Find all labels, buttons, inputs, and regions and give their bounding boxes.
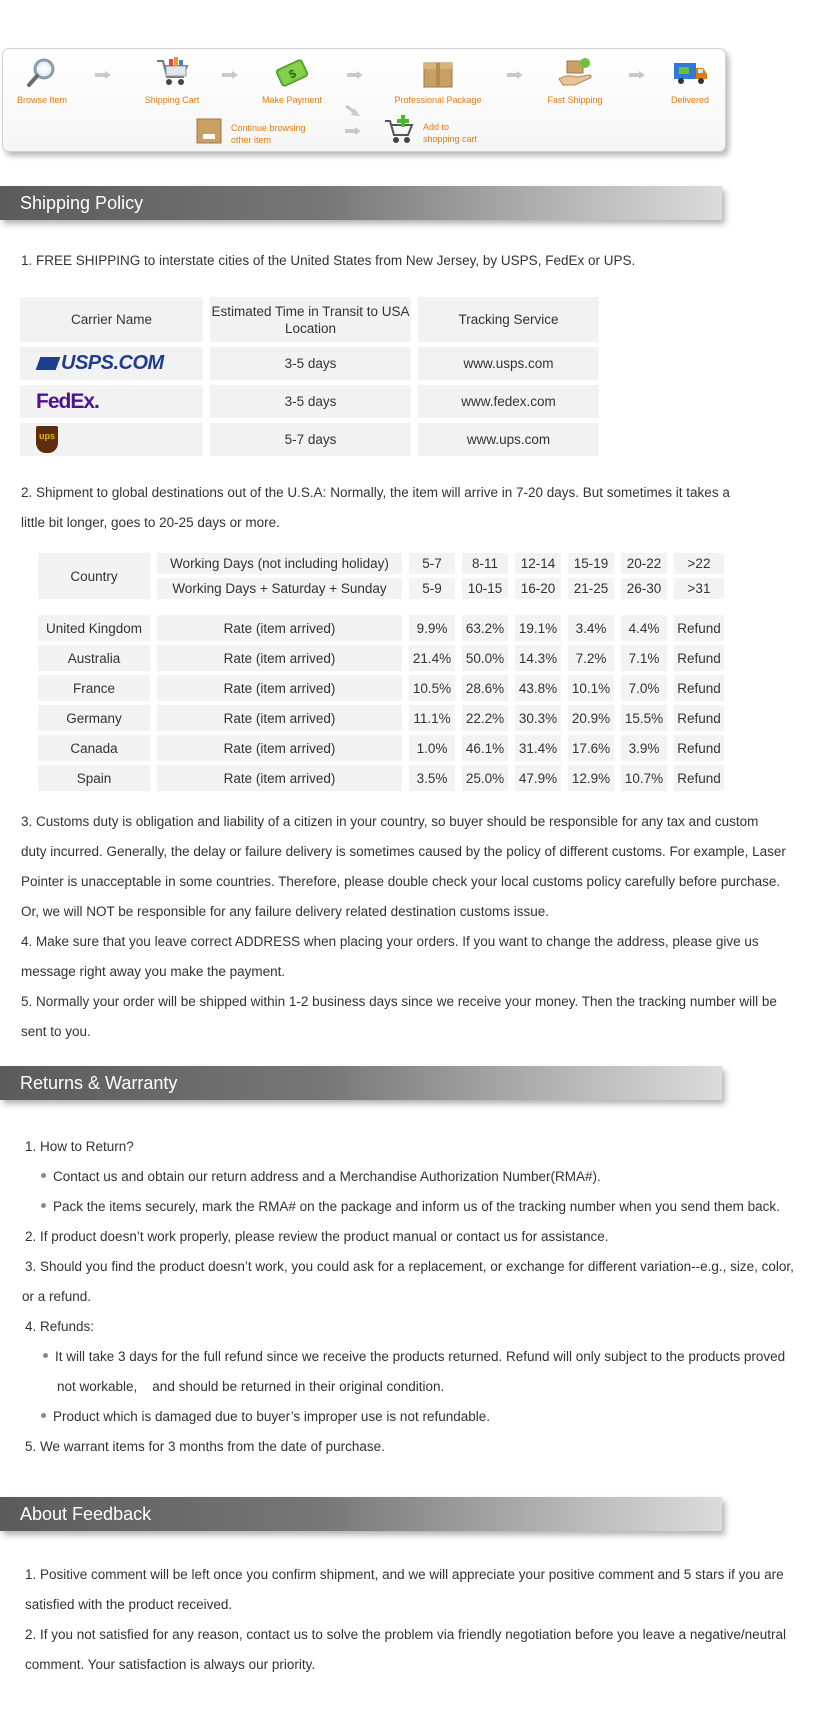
rate-cell: 25.0% [462,765,508,791]
table-row [38,705,724,731]
rate-cell: 3.5% [409,765,455,791]
rate-cell: 46.1% [462,735,508,761]
day-range: 10-15 [462,578,508,599]
list-item: 1. How to Return? [25,1139,134,1154]
rate-label-cell: Rate (item arrived) [157,645,402,671]
table-row [20,423,599,456]
rate-cell: 4.4% [621,615,667,641]
rate-label-cell: Rate (item arrived) [157,675,402,701]
step-professional-package [383,57,493,105]
list-bullet [25,1192,815,1222]
svg-text:$: $ [286,66,299,82]
about-feedback-header [0,1497,722,1531]
rate-label-cell: Rate (item arrived) [157,615,402,641]
bullet-text: It will take 3 days for the full refund since we receive the products returned. Refund will only subject to the products proved [55,1349,786,1364]
country-cell: France [38,675,150,701]
step-make-payment [237,57,347,105]
rate-cell: Refund [674,615,724,641]
country-cell: Australia [38,645,150,671]
step-label: Browse Item [16,95,67,105]
list-bullet [25,1162,815,1192]
rate-cell: 9.9% [409,615,455,641]
ups-logo [20,423,203,456]
day-range: 26-30 [621,578,667,599]
add-line-2: shopping cart [423,133,478,144]
tracking-url: www.fedex.com [418,385,599,418]
day-range: 12-14 [515,553,561,574]
step-label: Fast Shipping [547,95,603,105]
shipping-point-2 [21,478,730,538]
rate-cell: 7.1% [621,645,667,671]
feedback-text [25,1560,815,1680]
rate-cell: 20.9% [568,705,614,731]
usps-logo [20,347,203,380]
day-range: 5-9 [409,578,455,599]
rate-cell: Refund [674,735,724,761]
paragraph-line: satisfied with the product received. [25,1597,233,1612]
day-range: 20-22 [621,553,667,574]
rate-label-cell: Rate (item arrived) [157,735,402,761]
list-item: 3. Should you find the product doesn’t work, you could ask for a replacement, or exchange for different variation--e.g., size, color, [25,1259,794,1274]
arrow-right-icon [222,71,238,79]
carrier-header: Carrier Name [20,297,203,342]
rate-cell: 31.4% [515,735,561,761]
carrier-table [13,292,606,461]
step-label: Delivered [670,95,710,105]
paragraph-line: 2. If you not satisfied for any reason, contact us to solve the problem via friendly negotiation before you leave a negative/neutral [25,1627,786,1642]
bullet-icon [43,1353,48,1358]
rate-cell: 11.1% [409,705,455,731]
add-line-1: Add to [423,121,450,132]
rate-cell: Refund [674,645,724,671]
dollar-card-icon [274,57,310,89]
list-item: 4. Refunds: [25,1319,95,1334]
rate-cell: 15.5% [621,705,667,731]
step-label: Professional Package [394,95,482,105]
paragraph-line: Or, we will NOT be responsible for any failure delivery related destination customs issue. [21,904,549,919]
delivery-rate-table [31,549,731,795]
usps-logo-text: USPS.COM [61,352,164,374]
fedex-logo-text: FedEx. [36,389,99,413]
transit-header: Estimated Time in Transit to USA Location [210,297,411,342]
add-cart-icon [383,115,415,150]
shipping-policy-header [0,186,722,220]
table-row [20,347,599,380]
step-shipping-cart [117,57,227,105]
section-title: Returns & Warranty [20,1073,178,1093]
rate-cell: 7.0% [621,675,667,701]
table-row [38,735,724,761]
hand-package-icon [557,57,593,89]
step-label: Shipping Cart [144,95,200,105]
bullet-text-continued: not workable, and should be returned in their original condition. [57,1379,445,1394]
paragraph-line: 2. Shipment to global destinations out of the U.S.A: Normally, the item will arrive in 7-20 days. But sometimes it takes a [21,485,730,500]
shopping-cart-icon [154,57,190,89]
returns-list [22,1132,815,1462]
box-icon [195,117,223,150]
tracking-header: Tracking Service [418,297,599,342]
country-cell: Canada [38,735,150,761]
delivery-truck-icon [672,57,708,89]
country-cell: United Kingdom [38,615,150,641]
paragraph-line: duty incurred. Generally, the delay or failure delivery is sometimes caused by the policy of different customs. For example, Laser [21,844,786,859]
continue-line-1: Continue browsing [231,122,306,133]
working-days-weekend-header: Working Days + Saturday + Sunday [157,578,402,599]
country-header: Country [38,553,150,599]
rate-cell: 21.4% [409,645,455,671]
list-bullet [25,1402,815,1432]
arrow-diagonal-icon [345,104,361,122]
country-cell: Germany [38,705,150,731]
rate-cell: 10.5% [409,675,455,701]
list-item-continued: or a refund. [22,1289,92,1304]
rate-cell: 47.9% [515,765,561,791]
rate-cell: Refund [674,675,724,701]
rate-cell: 28.6% [462,675,508,701]
rate-cell: Refund [674,765,724,791]
step-fast-shipping [520,57,630,105]
bullet-text: Product which is damaged due to buyer’s improper use is not refundable. [53,1409,491,1424]
arrow-right-icon [345,127,361,135]
continue-line-2: other item [231,134,272,145]
rate-cell: 3.4% [568,615,614,641]
magnifier-icon [24,57,60,89]
table-row [38,765,724,791]
country-cell: Spain [38,765,150,791]
paragraph-line: comment. Your satisfaction is always our priority. [25,1657,316,1672]
section-title: Shipping Policy [20,193,144,213]
rate-cell: 1.0% [409,735,455,761]
bullet-icon [41,1173,46,1178]
paragraph-line: 4. Make sure that you leave correct ADDRESS when placing your orders. If you want to change the address, please give us [21,934,759,949]
list-item: 5. We warrant items for 3 months from the date of purchase. [25,1439,385,1454]
day-range: 16-20 [515,578,561,599]
add-to-cart-item [383,115,477,150]
ups-logo-text: ups [38,431,55,441]
table-row [20,385,599,418]
step-label: Make Payment [261,95,323,105]
day-range: >31 [674,578,724,599]
working-days-header: Working Days (not including holiday) [157,553,402,574]
rate-cell: 3.9% [621,735,667,761]
rate-cell: 12.9% [568,765,614,791]
table-row [38,615,724,641]
section-title: About Feedback [20,1504,152,1524]
rate-cell: 7.2% [568,645,614,671]
paragraph-line: Pointer is unacceptable in some countries. Therefore, please double check your local customs policy carefully before purchase. [21,874,781,889]
rate-cell: 10.1% [568,675,614,701]
paragraph-line: sent to you. [21,1024,91,1039]
paragraph-line: little bit longer, goes to 20-25 days or more. [21,515,280,530]
table-row [38,675,724,701]
step-delivered [635,57,745,105]
tracking-url: www.ups.com [418,423,599,456]
rate-cell: 17.6% [568,735,614,761]
rate-cell: 19.1% [515,615,561,641]
rate-cell: Refund [674,705,724,731]
fedex-logo [20,385,203,418]
rate-cell: 50.0% [462,645,508,671]
rate-cell: 22.2% [462,705,508,731]
paragraph-line: 5. Normally your order will be shipped within 1-2 business days since we receive your money. Then the tracking number will be [21,994,777,1009]
rate-cell: 10.7% [621,765,667,791]
rate-cell: 14.3% [515,645,561,671]
day-range: 21-25 [568,578,614,599]
rate-cell: 63.2% [462,615,508,641]
table-row [38,645,724,671]
day-range: 8-11 [462,553,508,574]
transit-time: 5-7 days [210,423,411,456]
day-range: 5-7 [409,553,455,574]
arrow-right-icon [347,71,363,79]
day-range: >22 [674,553,724,574]
rate-label-cell: Rate (item arrived) [157,705,402,731]
shipping-points-3-5 [21,807,786,1047]
paragraph-line: 1. Positive comment will be left once you confirm shipment, and we will appreciate your positive comment and 5 stars if you are [25,1567,784,1582]
transit-time: 3-5 days [210,385,411,418]
day-range: 15-19 [568,553,614,574]
rate-cell: 30.3% [515,705,561,731]
shipping-point-1: 1. FREE SHIPPING to interstate cities of the United States from New Jersey, by USPS, FedEx or UPS. [21,253,636,268]
paragraph-line: 3. Customs duty is obligation and liability of a citizen in your country, so buyer should be responsible for any tax and custom [21,814,759,829]
rate-cell: 43.8% [515,675,561,701]
list-bullet [25,1342,815,1372]
bullet-text: Contact us and obtain our return address and a Merchandise Authorization Number(RMA#). [53,1169,601,1184]
list-item: 2. If product doesn’t work properly, please review the product manual or contact us for assistance. [25,1229,609,1244]
paragraph-line: message right away you make the payment. [21,964,286,979]
step-browse-item [0,57,97,105]
bullet-icon [41,1203,46,1208]
bullet-icon [41,1413,46,1418]
rate-label-cell: Rate (item arrived) [157,765,402,791]
tracking-url: www.usps.com [418,347,599,380]
arrow-right-icon [95,71,111,79]
transit-time: 3-5 days [210,347,411,380]
returns-warranty-header [0,1066,722,1100]
purchase-process-bar [2,48,726,152]
bullet-text: Pack the items securely, mark the RMA# on the package and inform us of the tracking number when you send them back. [53,1199,780,1214]
continue-browsing-item [195,117,306,150]
package-box-icon [420,57,456,89]
